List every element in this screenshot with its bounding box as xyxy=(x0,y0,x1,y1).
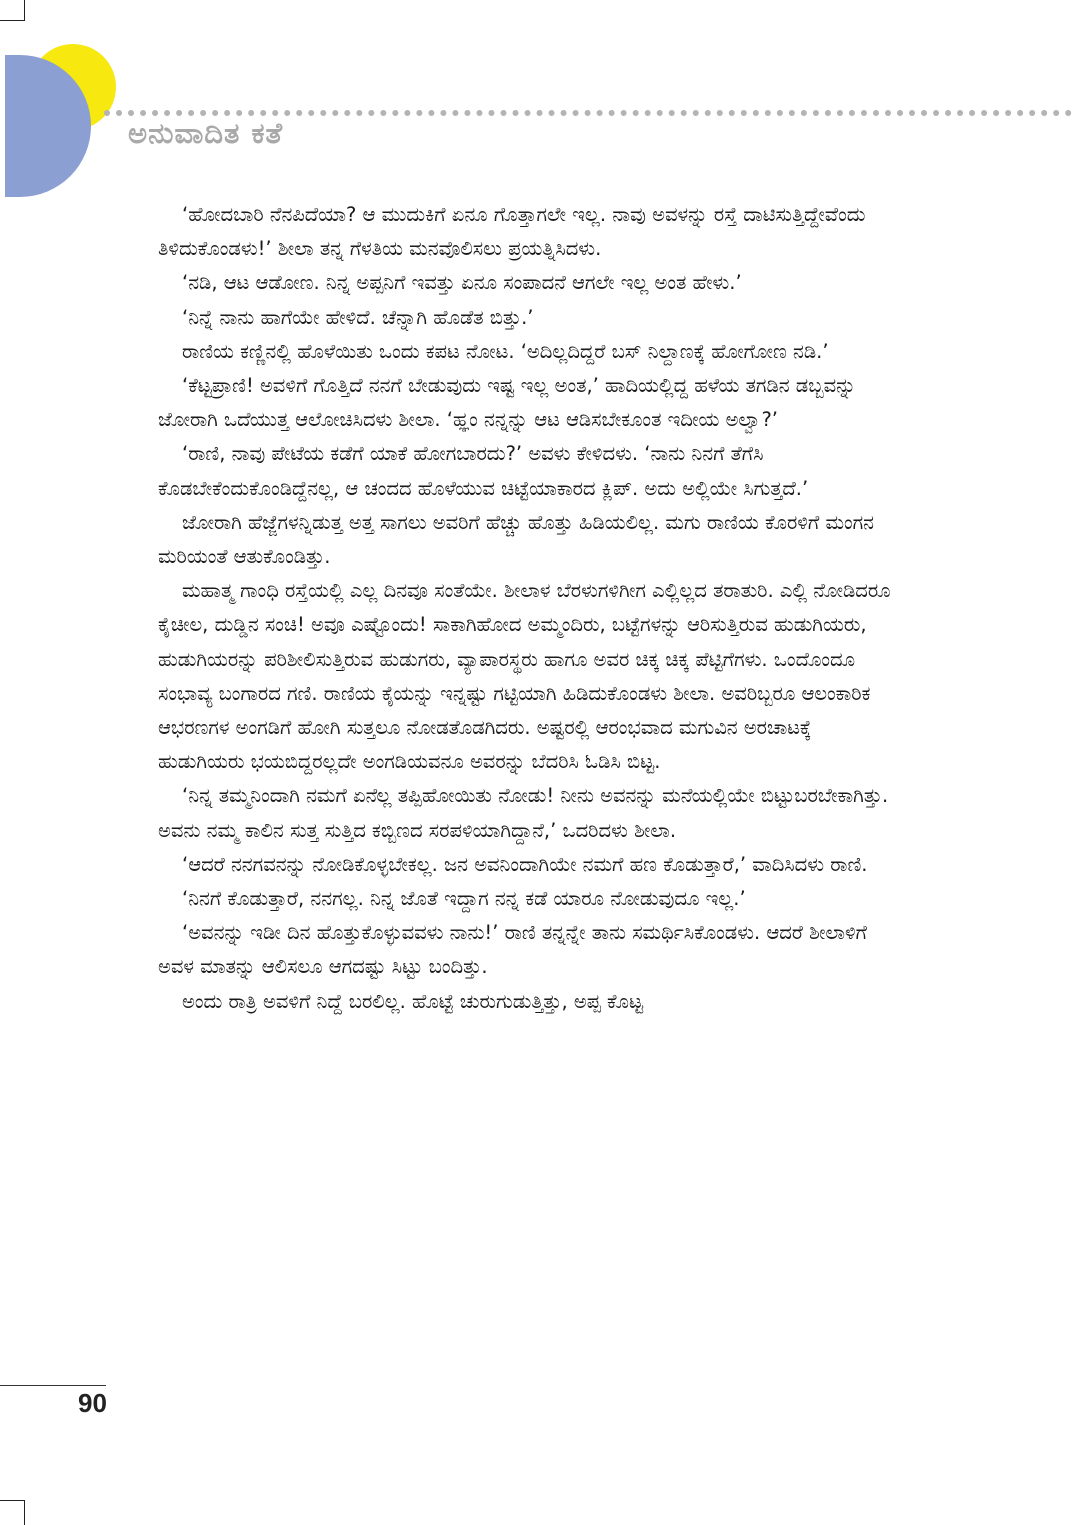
story-paragraph: ‘ಅವನನ್ನು ಇಡೀ ದಿನ ಹೊತ್ತುಕೊಳ್ಳುವವಳು ನಾನು!’ ರಾಣಿ ತನ್ನನ್ನೇ ತಾನು ಸಮರ್ಥಿಸಿಕೊಂಡಳು. ಆದರೆ ಶೀಲಾಳಿಗೆ ಅವಳ ಮಾತನ್ನು ಆಲಿಸಲೂ ಆಗದಷ್ಟು ಸಿಟ್ಟು ಬಂದಿತ್ತು. xyxy=(158,921,867,979)
footer-rule xyxy=(0,1385,106,1386)
story-body xyxy=(158,198,898,1019)
story-paragraph: ‘ಹೋದಬಾರಿ ನೆನಪಿದೆಯಾ? ಆ ಮುದುಕಿಗೆ ಏನೂ ಗೊತ್ತಾಗಲೇ ಇಲ್ಲ. ನಾವು ಅವಳನ್ನು ರಸ್ತೆ ದಾಟಿಸುತ್ತಿದ್ದೇವೆಂದು ತಿಳಿದುಕೊಂಡಳು!’ ಶೀಲಾ ತನ್ನ ಗೆಳತಿಯ ಮನವೊಲಿಸಲು ಪ್ರಯತ್ನಿಸಿದಳು. xyxy=(158,203,866,261)
story-paragraph: ‘ರಾಣಿ, ನಾವು ಪೇಟೆಯ ಕಡೆಗೆ ಯಾಕೆ ಹೋಗಬಾರದು?’ ಅವಳು ಕೇಳಿದಳು. ‘ನಾನು ನಿನಗೆ ತೆಗೆಸಿ ಕೊಡಬೇಕೆಂದುಕೊಂಡಿದ್ದೆನಲ್ಲ, ಆ ಚಂದದ ಹೊಳೆಯುವ ಚಿಟ್ಟೆಯಾಕಾರದ ಕ್ಲಿಪ್. ಅದು ಅಲ್ಲಿಯೇ ಸಿಗುತ್ತದೆ.’ xyxy=(158,442,809,500)
story-paragraph: ರಾಣಿಯ ಕಣ್ಣಿನಲ್ಲಿ ಹೊಳೆಯಿತು ಒಂದು ಕಪಟ ನೋಟ. ‘ಅದಿಲ್ಲದಿದ್ದರೆ ಬಸ್ ನಿಲ್ದಾಣಕ್ಕೆ ಹೋಗೋಣ ನಡಿ.’ xyxy=(182,339,829,363)
section-title: ಅನುವಾದಿತ ಕತೆ xyxy=(128,116,284,150)
story-paragraph: ‘ಕೆಟ್ಟಪ್ರಾಣಿ! ಅವಳಿಗೆ ಗೊತ್ತಿದೆ ನನಗೆ ಬೇಡುವುದು ಇಷ್ಟ ಇಲ್ಲ ಅಂತ,’ ಹಾದಿಯಲ್ಲಿದ್ದ ಹಳೆಯ ತಗಡಿನ ಡಬ್ಬವನ್ನು ಜೋರಾಗಿ ಒದೆಯುತ್ತ ಆಲೋಚಿಸಿದಳು ಶೀಲಾ. ‘ಹ್ಞಂ ನನ್ನನ್ನು ಆಟ ಆಡಿಸಬೇಕೂಂತ ಇದೀಯ ಅಲ್ವಾ?’ xyxy=(158,374,856,432)
story-paragraph: ‘ನಿನ್ನ ತಮ್ಮನಿಂದಾಗಿ ನಮಗೆ ಏನೆಲ್ಲ ತಪ್ಪಿಹೋಯಿತು ನೋಡು! ನೀನು ಅವನನ್ನು ಮನೆಯಲ್ಲಿಯೇ ಬಿಟ್ಟುಬರಬೇಕಾಗಿತ್ತು. ಅವನು ನಮ್ಮ ಕಾಲಿನ ಸುತ್ತ ಸುತ್ತಿದ ಕಬ್ಬಿಣದ ಸರಪಳಿಯಾಗಿದ್ದಾನೆ,’ ಒದರಿದಳು ಶೀಲಾ. xyxy=(158,784,889,842)
story-paragraph: ಮಹಾತ್ಮ ಗಾಂಧಿ ರಸ್ತೆಯಲ್ಲಿ ಎಲ್ಲ ದಿನವೂ ಸಂತೆಯೇ. ಶೀಲಾಳ ಬೆರಳುಗಳಿಗೀಗ ಎಲ್ಲಿಲ್ಲದ ತರಾತುರಿ. ಎಲ್ಲಿ ನೋಡಿದರೂ ಕೈಚೀಲ, ದುಡ್ಡಿನ ಸಂಚಿ! ಅವೂ ಎಷ್ಟೊಂದು! ಸಾಕಾಗಿಹೋದ ಅಮ್ಮಂದಿರು, ಬಟ್ಟೆಗಳನ್ನು ಆರಿಸುತ್ತಿರುವ ಹುಡುಗಿಯರು, ಹುಡುಗಿಯರನ್ನು ಪರಿಶೀಲಿಸುತ್ತಿರುವ ಹುಡುಗರು, ವ್ಯಾಪಾರಸ್ಥರು ಹಾಗೂ ಅವರ ಚಿಕ್ಕ ಚಿಕ್ಕ ಪೆಟ್ಟಿಗೆಗಳು. ಒಂದೊಂದೂ ಸಂಭಾವ್ಯ ಬಂಗಾರದ ಗಣಿ. ರಾಣಿಯ ಕೈಯನ್ನು ಇನ್ನಷ್ಟು ಗಟ್ಟಿಯಾಗಿ ಹಿಡಿದುಕೊಂಡಳು ಶೀಲಾ. ಅವರಿಬ್ಬರೂ ಆಲಂಕಾರಿಕ ಆಭರಣಗಳ ಅಂಗಡಿಗೆ ಹೋಗಿ ಸುತ್ತಲೂ ನೋಡತೊಡಗಿದರು. ಅಷ್ಟರಲ್ಲಿ ಆರಂಭವಾದ ಮಗುವಿನ ಅರಚಾಟಕ್ಕೆ ಹುಡುಗಿಯರು ಭಯಬಿದ್ದರಲ್ಲದೇ ಅಂಗಡಿಯವನೂ ಅವರನ್ನು ಬೆದರಿಸಿ ಓಡಿಸಿ ಬಿಟ್ಟ. xyxy=(158,579,891,774)
story-paragraph: ಜೋರಾಗಿ ಹೆಜ್ಜೆಗಳನ್ನಿಡುತ್ತ ಅತ್ತ ಸಾಗಲು ಅವರಿಗೆ ಹೆಚ್ಚು ಹೊತ್ತು ಹಿಡಿಯಲಿಲ್ಲ. ಮಗು ರಾಣಿಯ ಕೊರಳಿಗೆ ಮಂಗನ ಮರಿಯಂತೆ ಆತುಕೊಂಡಿತ್ತು. xyxy=(158,510,875,569)
page-number: 90 xyxy=(78,1388,107,1418)
crop-mark-bottom-vertical xyxy=(24,1500,25,1525)
story-paragraph: ‘ನಿನಗೆ ಕೊಡುತ್ತಾರೆ, ನನಗಲ್ಲ. ನಿನ್ನ ಜೊತೆ ಇದ್ದಾಗ ನನ್ನ ಕಡೆ ಯಾರೂ ನೋಡುವುದೂ ಇಲ್ಲ.’ xyxy=(182,887,746,911)
crop-mark-bottom-horizontal xyxy=(0,1500,25,1501)
story-paragraph: ‘ಆದರೆ ನನಗವನನ್ನು ನೋಡಿಕೊಳ್ಳಬೇಕಲ್ಲ. ಜನ ಅವನಿಂದಾಗಿಯೇ ನಮಗೆ ಹಣ ಕೊಡುತ್ತಾರೆ,’ ವಾದಿಸಿದಳು ರಾಣಿ. xyxy=(182,852,868,876)
crop-mark-top-horizontal xyxy=(0,20,25,21)
story-paragraph: ‘ನಡಿ, ಆಟ ಆಡೋಣ. ನಿನ್ನ ಅಪ್ಪನಿಗೆ ಇವತ್ತು ಏನೂ ಸಂಪಾದನೆ ಆಗಲೇ ಇಲ್ಲ ಅಂತ ಹೇಳು.’ xyxy=(182,271,742,295)
crop-mark-top-vertical xyxy=(24,0,25,20)
story-paragraph: ಅಂದು ರಾತ್ರಿ ಅವಳಿಗೆ ನಿದ್ದೆ ಬರಲಿಲ್ಲ. ಹೊಟ್ಟೆ ಚುರುಗುಡುತ್ತಿತ್ತು, ಅಪ್ಪ ಕೊಟ್ಟ xyxy=(182,989,644,1013)
story-paragraph: ‘ನಿನ್ನೆ ನಾನು ಹಾಗೆಯೇ ಹೇಳಿದೆ. ಚೆನ್ನಾಗಿ ಹೊಡೆತ ಬಿತ್ತು.’ xyxy=(182,305,534,329)
